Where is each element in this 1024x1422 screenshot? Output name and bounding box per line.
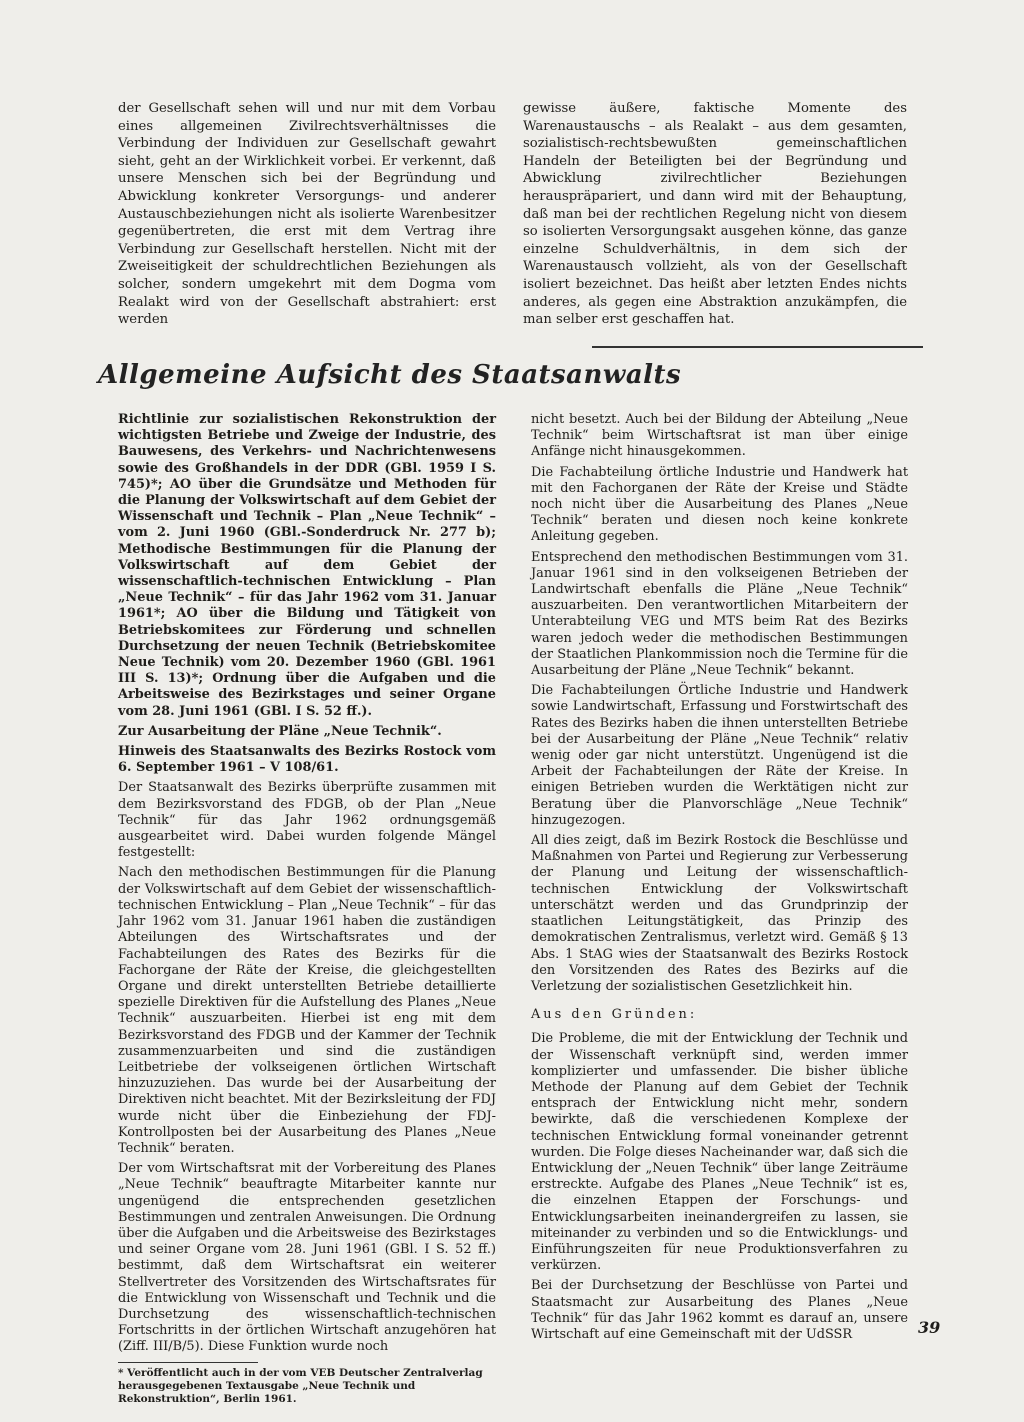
left-paragraph: Nach den methodischen Bestimmungen für die Planung der Volkswirtschaft auf dem Gebiet der wissenschaftlich-technischen Entwicklung – Plan „Neue Technik“ – für das Jahr 1962 vom 31. Januar 1961 haben die zuständigen Abteilungen des Wirtschaftsrates und der Fachabteilungen des Rates des Bezirks für die Fachorgane der Räte der Kreise, die gleichgestellten Organe und direkt unterstellten Betriebe detaillierte spezielle Direktiven für die Aufstellung des Planes „Neue Technik“ auszuarbeiten. Hierbei ist eng mit dem Bezirksvorstand des FDGB und der Kammer der Technik zusammenzuarbeiten und sind die zuständigen Leitbetriebe der volkseigenen örtlichen Wirtschaft hinzuzuziehen. Das wurde bei der Ausarbeitung der Direktiven nicht beachtet. Mit der Bezirksleitung der FDJ wurde nicht über die Einbeziehung der FDJ-Kontrollposten bei der Ausarbeitung des Planes „Neue Technik“ beraten. [118, 865, 496, 1156]
section-heading: Allgemeine Aufsicht des Staatsanwalts [98, 360, 682, 390]
subheading-plans: Zur Ausarbeitung der Pläne „Neue Technik“. [118, 723, 442, 739]
reasons-heading: Aus den Gründen: [531, 1007, 698, 1023]
right-paragraph: Die Fachabteilung örtliche Industrie und Handwerk hat mit den Fachorganen der Räte der Kreise und Städte noch nicht über die Ausarbeitung des Planes „Neue Technik“ beraten und diesen noch keine konkrete Anleitung gegeben. [531, 464, 908, 545]
reasons-paragraph: Die Probleme, die mit der Entwicklung der Technik und der Wissenschaft verknüpft sind, werden immer komplizierter und umfassender. Die bisher übliche Methode der Planung auf dem Gebiet der Technik entsprach der Entwicklung nicht mehr, sondern bewirkte, daß die verschiedenen Komplexe der technischen Entwicklung formal voneinander getrennt wurden. Die Folge dieses Nacheinander war, daß sich die Entwicklung der „Neuen Technik“ über lange Zeiträume erstreckte. Aufgabe des Planes „Neue Technik“ ist es, die einzelnen Etappen der Forschungs- und Entwicklungsarbeiten ineinandergreifen zu lassen, sie miteinander zu verbinden und so die Entwicklungs- und Einführungszeiten für neue Produktionsverfahren zu verkürzen. [531, 1031, 908, 1274]
left-paragraph: Der vom Wirtschaftsrat mit der Vorbereitung des Planes „Neue Technik“ beauftragte Mitarbeiter kannte nur ungenügend die entsprechenden gesetzlichen Bestimmungen und zentralen Anweisungen. Die Ordnung über die Aufgaben und die Arbeitsweise des Bezirkstages und seiner Organe vom 28. Juni 1961 (GBl. I S. 52 ff.) bestimmt, daß dem Wirtschaftsrat ein weiterer Stellvertreter des Vorsitzenden des Wirtschaftsrates für die Entwicklung von Wissenschaft und Technik und die Durchsetzung des wissenschaftlich-technischen Fortschritts in der örtlichen Wirtschaft anzugehören hat (Ziff. III/B/5). Diese Funktion wurde noch [118, 1161, 496, 1355]
page-number: 39 [918, 1318, 941, 1337]
directive-citation: Richtlinie zur sozialistischen Rekonstruktion der wichtigsten Betriebe und Zweige der Industrie, des Bauwesens, des Verkehrs- und Nachrichtenwesens sowie des Großhandels in der DDR (GBl. 1959 I S. 745)*; AO über die Grundsätze und Methoden für die Planung der Volkswirtschaft auf dem Gebiet der Wissenschaft und Technik – Plan „Neue Technik“ – vom 2. Juni 1960 (GBl.-Sonderdruck Nr. 277 b); Methodische Bestimmungen für die Planung der Volkswirtschaft auf dem Gebiet der wissenschaftlich-technischen Entwicklung – Plan „Neue Technik“ – für das Jahr 1962 vom 31. Januar 1961*; AO über die Bildung und Tätigkeit von Betriebskomitees zur Förderung und schnellen Durchsetzung der neuen Technik (Betriebskomitee Neue Technik) vom 20. Dezember 1960 (GBl. 1961 III S. 13)*; Ordnung über die Aufgaben und die Arbeitsweise des Bezirkstages und seiner Organe vom 28. Juni 1961 (GBl. I S. 52 ff.). [118, 412, 496, 719]
left-paragraph: Der Staatsanwalt des Bezirks überprüfte zusammen mit dem Bezirksvorstand des FDGB, ob der Plan „Neue Technik“ für das Jahr 1962 ordnungsgemäß ausgearbeitet wird. Dabei wurden folgende Mängel festgestellt: [118, 780, 496, 861]
main-left-column [118, 412, 496, 1410]
right-paragraph: nicht besetzt. Auch bei der Bildung der Abteilung „Neue Technik“ beim Wirtschaftsrat ist man über einige Anfänge nicht hinausgekommen. [531, 412, 908, 460]
section-divider [592, 346, 923, 348]
top-right-paragraph: gewisse äußere, faktische Momente des Warenaustauschs – als Realakt – aus dem gesamten, sozialistisch-rechtsbewußten gemeinschaftlichen Handeln der Beteiligten bei der Begründung und Abwicklung zivilrechtlicher Beziehungen herauspräpariert, und dann wird mit der Behauptung, daß man bei der rechtlichen Regelung nicht von diesem so isolierten Versorgungsakt ausgehen könne, das ganze einzelne Schuldverhältnis, in dem sich der Warenaustausch vollzieht, als von der Gesellschaft isoliert bezeichnet. Das heißt aber letzten Endes nichts anderes, als gegen eine Abstraktion anzukämpfen, die man selber erst geschaffen hat. [523, 101, 907, 328]
right-paragraph: Die Fachabteilungen Örtliche Industrie und Handwerk sowie Landwirtschaft, Erfassung und Forstwirtschaft des Rates des Bezirks haben die ihnen unterstellten Betriebe bei der Ausarbeitung der Pläne „Neue Technik“ relativ wenig oder gar nicht unterstützt. Ungenügend ist die Arbeit der Fachabteilungen der Räte der Kreise. In einigen Betrieben wurden die Werktätigen nicht zur Beratung über die Planvorschläge „Neue Technik“ hinzugezogen. [531, 683, 908, 828]
top-left-column [118, 100, 496, 333]
right-paragraph: All dies zeigt, daß im Bezirk Rostock die Beschlüsse und Maßnahmen von Partei und Regierung zur Verbesserung der Planung und Leitung der wissenschaftlich-technischen Entwicklung der Volkswirtschaft unterschätzt werden und das Grundprinzip der staatlichen Leitungstätigkeit, das Prinzip des demokratischen Zentralismus, verletzt wird. Gemäß § 13 Abs. 1 StAG wies der Staatsanwalt des Bezirks Rostock den Vorsitzenden des Rates des Bezirks auf die Verletzung der sozialistischen Gesetzlichkeit hin. [531, 833, 908, 994]
footnote: * Veröffentlicht auch in der vom VEB Deutscher Zentralverlag herausgegebenen Textausgabe „Neue Technik und Rekonstruktion“, Berlin 1961. [118, 1366, 483, 1405]
subheading-notice: Hinweis des Staatsanwalts des Bezirks Rostock vom 6. September 1961 – V 108/61. [118, 744, 496, 776]
top-left-paragraph: der Gesellschaft sehen will und nur mit dem Vorbau eines allgemeinen Zivilrechtsverhältnisses die Verbindung der Individuen zur Gesellschaft gewahrt sieht, geht an der Wirklichkeit vorbei. Er verkennt, daß unsere Menschen sich bei der Begründung und Abwicklung konkreter Versorgungs- und anderer Austauschbeziehungen nicht als isolierte Warenbesitzer gegenübertreten, die erst mit dem Vertrag ihre Verbindung zur Gesellschaft herstellen. Nicht mit der Zweiseitigkeit der schuldrechtlichen Beziehungen als solcher, sondern umgekehrt mit dem Dogma vom Realakt wird von der Gesellschaft abstrahiert: erst werden [118, 101, 496, 328]
main-right-column [531, 412, 908, 1347]
top-right-column [523, 100, 907, 333]
reasons-paragraph: Bei der Durchsetzung der Beschlüsse von Partei und Staatsmacht zur Ausarbeitung des Planes „Neue Technik“ für das Jahr 1962 kommt es darauf an, unsere Wirtschaft auf eine Gemeinschaft mit der UdSSR [531, 1278, 908, 1342]
footnote-divider [118, 1362, 258, 1363]
right-paragraph: Entsprechend den methodischen Bestimmungen vom 31. Januar 1961 sind in den volkseigenen Betrieben der Landwirtschaft ebenfalls die Pläne „Neue Technik“ auszuarbeiten. Den verantwortlichen Mitarbeitern der Unterabteilung VEG und MTS beim Rat des Bezirks waren jedoch weder die methodischen Bestimmungen der Staatlichen Plankommission noch die Termine für die Ausarbeitung der Pläne „Neue Technik“ bekannt. [531, 549, 908, 679]
